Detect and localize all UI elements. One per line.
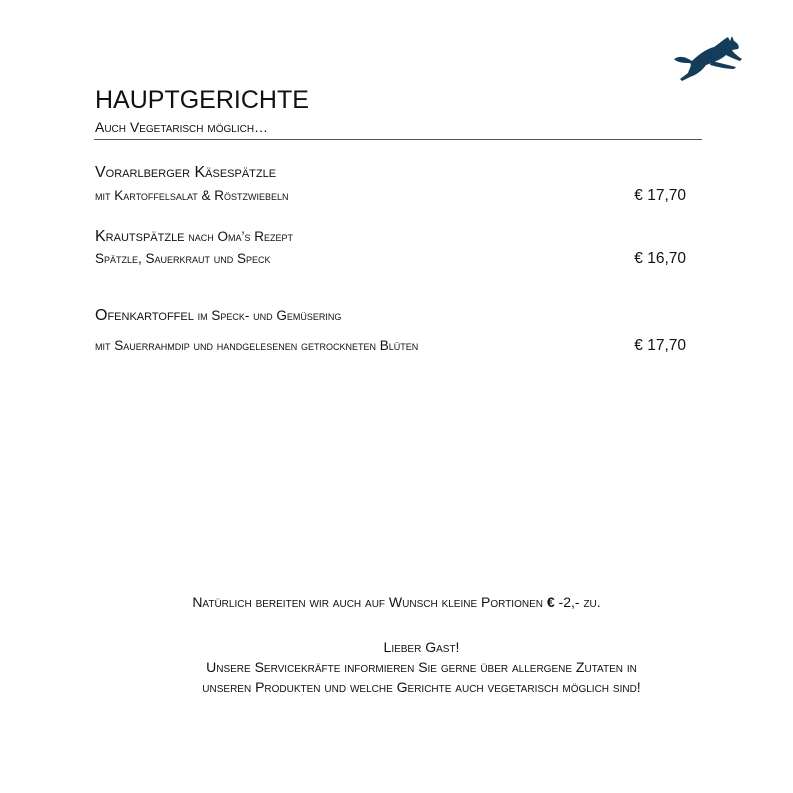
dish-name-main: Krautspätzle bbox=[95, 228, 185, 245]
fox-logo-icon bbox=[670, 33, 746, 85]
dish-name-rest: nach Oma’s Rezept bbox=[184, 229, 294, 244]
dish-price: € 16,70 bbox=[634, 250, 686, 267]
portions-text: Natürlich bereiten wir auch auf Wunsch kleine Portionen bbox=[192, 594, 547, 610]
dish-name-main: Ofenkartoffel bbox=[95, 307, 194, 324]
greeting: Lieber Gast! bbox=[383, 639, 460, 655]
portions-note bbox=[0, 594, 793, 610]
dish-description: mit Kartoffelsalat & Röstzwiebeln bbox=[95, 188, 289, 203]
dish-name bbox=[95, 307, 341, 325]
dish-description: mit Sauerrahmdip und handgelesenen getrockneten Blüten bbox=[95, 338, 419, 353]
dish-price: € 17,70 bbox=[634, 187, 686, 204]
dish-name bbox=[95, 228, 293, 246]
dish-name-rest: im Speck- und Gemüsering bbox=[193, 308, 342, 323]
dish-name: Vorarlberger Käsespätzle bbox=[95, 164, 277, 181]
dish-description: Spätzle, Sauerkraut und Speck bbox=[95, 251, 271, 266]
header-divider bbox=[94, 139, 702, 140]
page-title: HAUPTGERICHTE bbox=[95, 86, 309, 114]
page-subtitle: Auch Vegetarisch möglich… bbox=[95, 119, 269, 135]
allergen-note-line1: Unsere Servicekräfte informieren Sie gerne über allergene Zutaten in bbox=[206, 659, 637, 675]
portions-euro: € bbox=[546, 594, 555, 610]
dish-price: € 17,70 bbox=[634, 337, 686, 354]
portions-suffix: -2,- zu. bbox=[554, 594, 601, 610]
allergen-note-line2: unseren Produkten und welche Gerichte auch vegetarisch möglich sind! bbox=[202, 679, 641, 695]
